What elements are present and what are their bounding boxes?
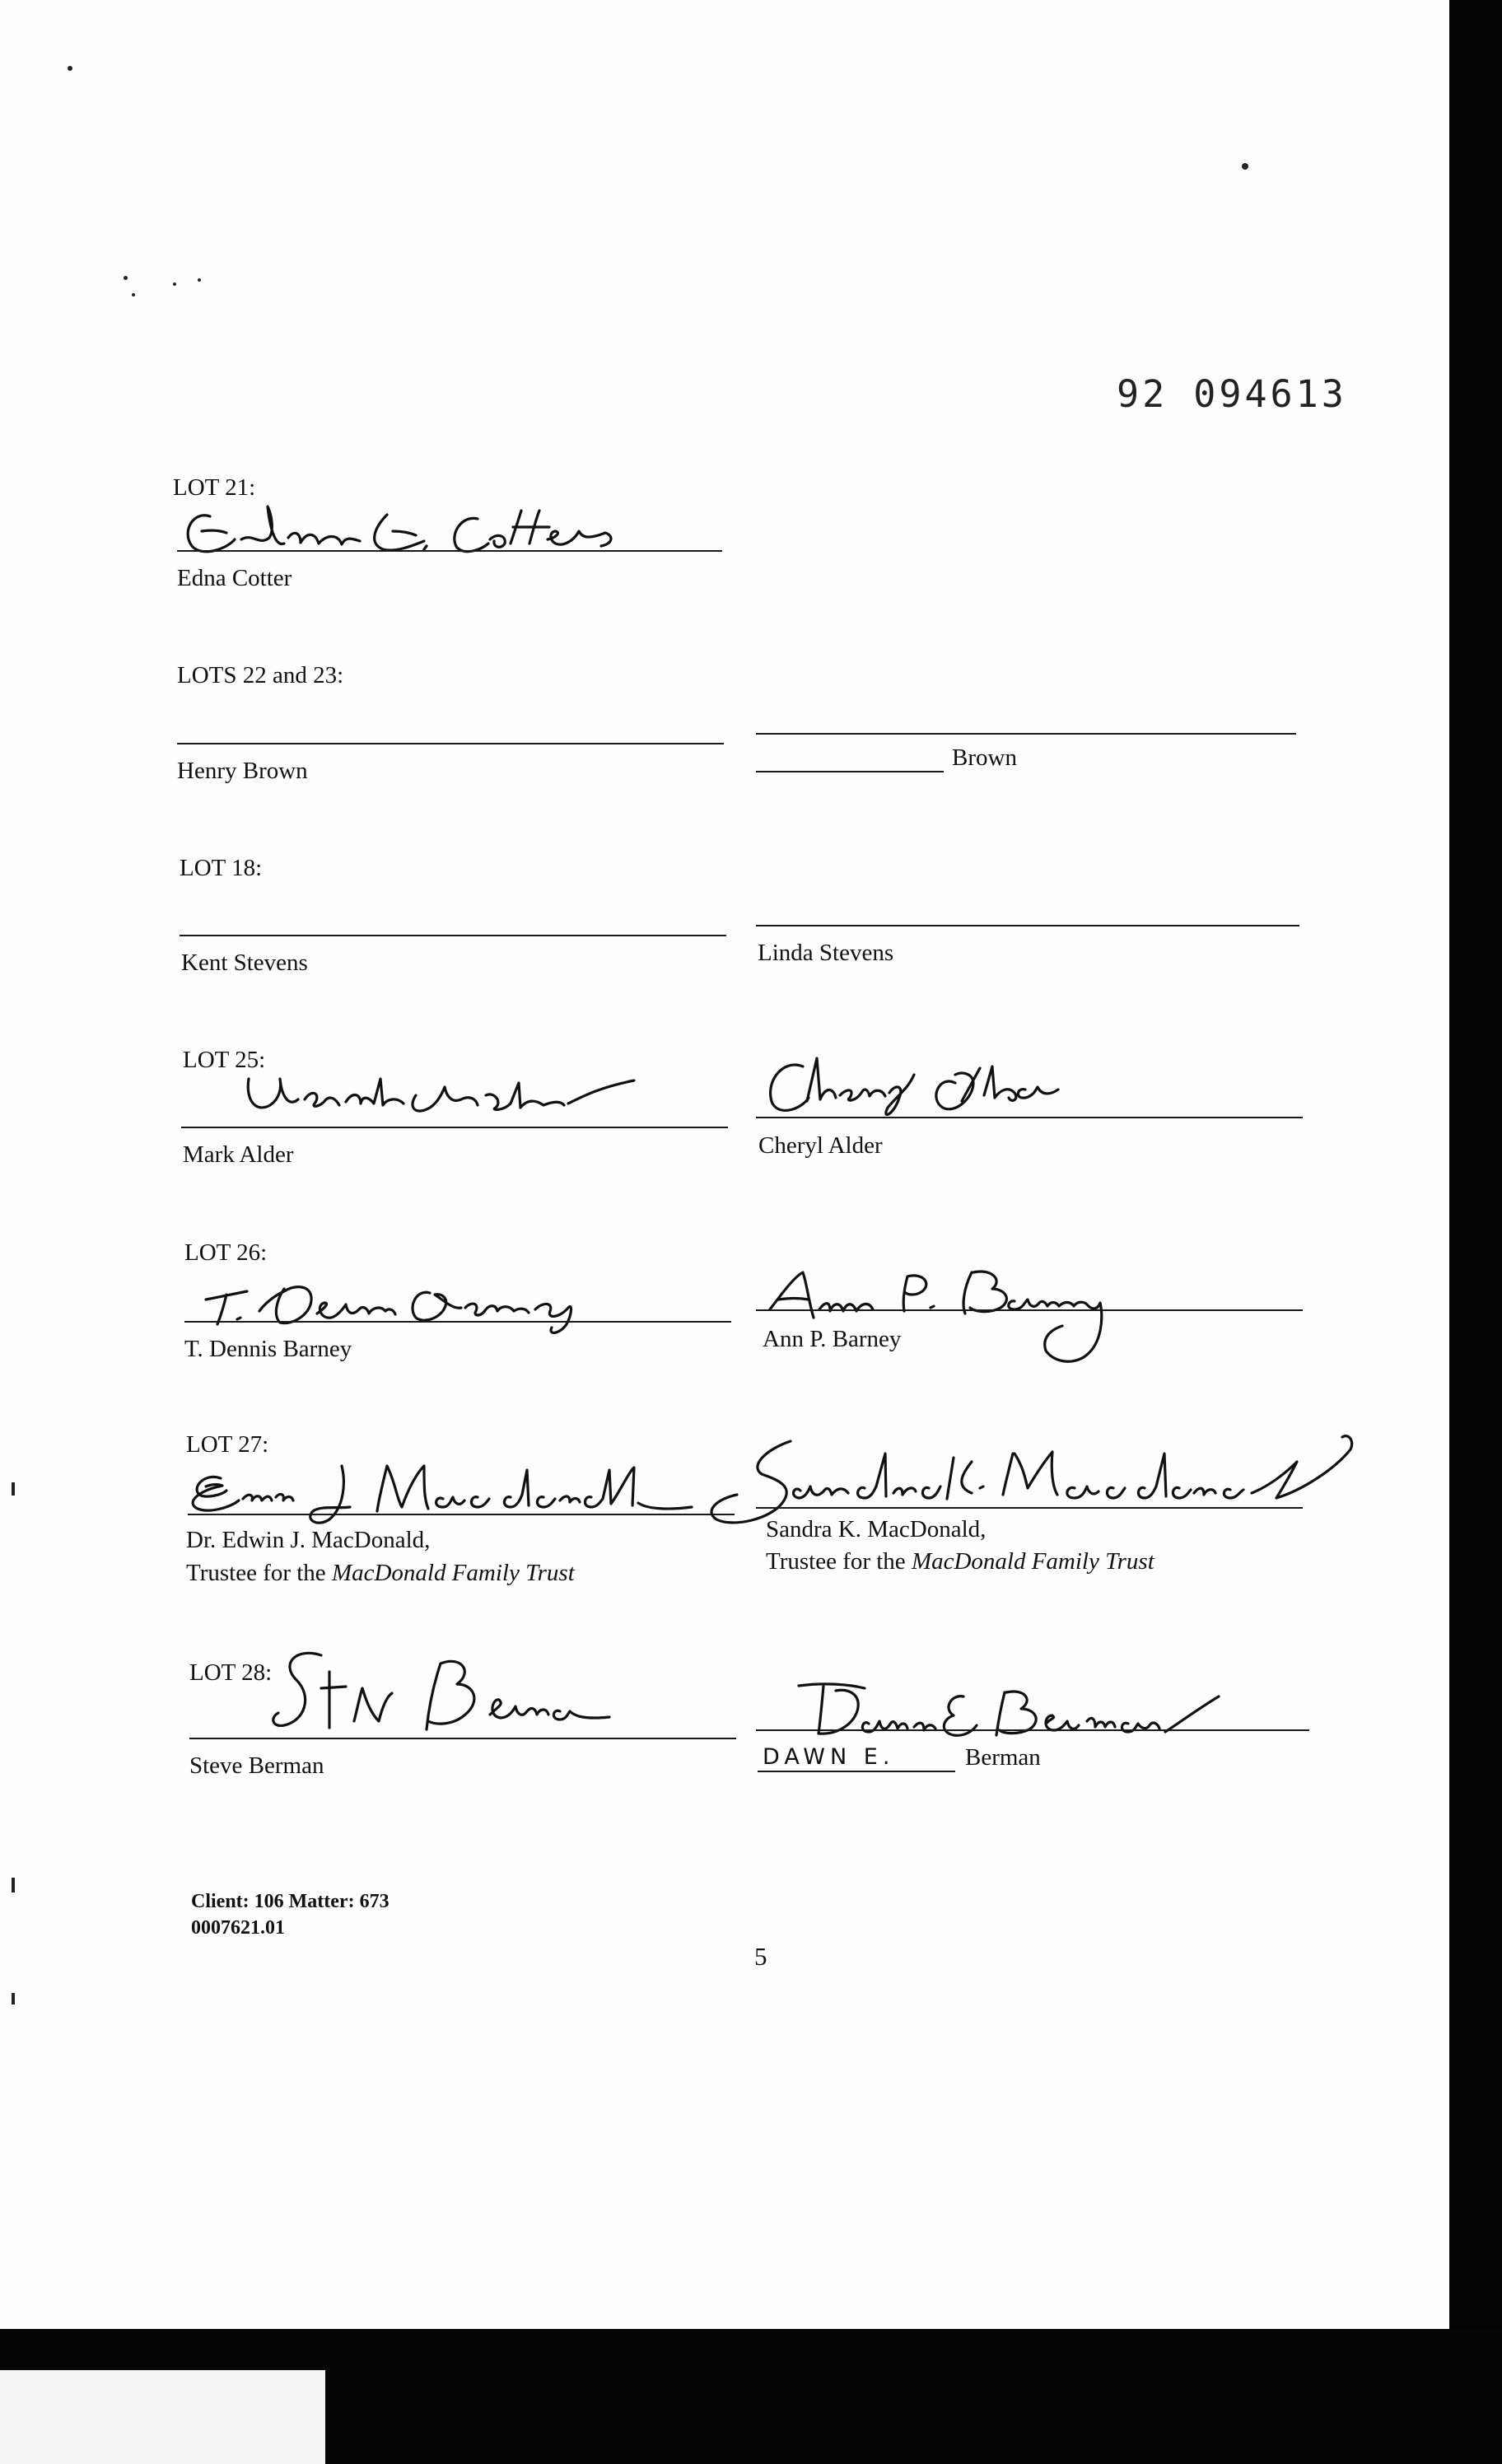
footer-doc-code: 0007621.01 <box>191 1917 285 1939</box>
lot-27-signer-1-trust-name: MacDonald Family Trust <box>331 1560 575 1586</box>
lot-18-signature-line-1 <box>180 935 726 936</box>
scan-bottom-strip <box>0 2329 1502 2464</box>
lot-27-signature-line-2 <box>756 1507 1303 1509</box>
lot-25-signer-1-name: Mark Alder <box>183 1141 294 1168</box>
lot-28-signer-2-first-name-underline <box>758 1771 955 1772</box>
lots-22-23-signer-2-first-name-blank <box>756 771 944 772</box>
lot-27-signer-1-trust-prefix: Trustee for the <box>186 1560 326 1586</box>
lot-28-heading: LOT 28: <box>189 1659 273 1686</box>
lot-18-signer-2-name: Linda Stevens <box>758 940 894 966</box>
scan-right-edge <box>1449 0 1502 2329</box>
lot-27-signer-2-name: Sandra K. MacDonald, <box>766 1516 987 1542</box>
lots-22-23-signature-line-2 <box>756 733 1296 735</box>
lot-28-signature-line-1 <box>189 1738 736 1739</box>
lot-27-signer-2-trust-name: MacDonald Family Trust <box>911 1548 1154 1575</box>
lot-26-signature-line-2 <box>756 1309 1303 1311</box>
lot-26-signer-2-name: Ann P. Barney <box>763 1326 902 1352</box>
lot-27-signer-1-name: Dr. Edwin J. MacDonald, <box>186 1527 431 1553</box>
lot-27-signer-2-trust-line <box>766 1550 1154 1574</box>
lot-28-signer-1-name: Steve Berman <box>189 1752 324 1779</box>
scan-speck <box>173 282 176 286</box>
scan-speck <box>12 1993 15 2004</box>
cheryl-alder-signature <box>758 1050 1153 1124</box>
lot-28-signer-2-handwritten-first-name: DAWN E. <box>763 1744 895 1770</box>
lot-18-heading: LOT 18: <box>180 855 263 881</box>
lot-26-heading: LOT 26: <box>184 1239 268 1266</box>
lot-25-signature-line-1 <box>181 1127 728 1128</box>
scan-speck <box>12 1878 15 1892</box>
lot-27-signer-1-trust-line <box>186 1561 575 1585</box>
steve-berman-signature <box>264 1639 626 1746</box>
lot-27-signer-2-trust-prefix: Trustee for the <box>766 1548 906 1575</box>
lot-21-signer-1-name: Edna Cotter <box>177 565 292 591</box>
lot-25-heading: LOT 25: <box>183 1047 266 1073</box>
scan-bottom-light-area <box>0 2370 325 2464</box>
scan-speck <box>1242 163 1248 170</box>
lots-22-23-signer-2-name: Brown <box>952 744 1017 771</box>
scan-speck <box>68 66 72 71</box>
lots-22-23-signer-1-name: Henry Brown <box>177 758 308 784</box>
scan-speck <box>124 276 128 280</box>
lot-27-heading: LOT 27: <box>186 1431 269 1458</box>
scan-speck <box>198 278 201 282</box>
document-number: 92 094613 <box>1117 372 1347 416</box>
lot-28-signer-2-name: Berman <box>965 1744 1041 1771</box>
lot-21-signature-line-1 <box>177 550 722 552</box>
page-number: 5 <box>754 1942 767 1971</box>
lot-26-signature-line-1 <box>184 1321 731 1323</box>
footer-client-matter: Client: 106 Matter: 673 <box>191 1891 389 1912</box>
lots-22-23-heading: LOTS 22 and 23: <box>177 662 344 688</box>
lot-25-signature-line-2 <box>756 1117 1303 1118</box>
lot-21-heading: LOT 21: <box>173 474 256 501</box>
lot-26-signer-1-name: T. Dennis Barney <box>184 1336 352 1362</box>
edwin-macdonald-signature <box>181 1449 774 1532</box>
lot-27-signature-line-1 <box>188 1514 735 1515</box>
t-dennis-barney-signature <box>198 1268 609 1338</box>
dawn-berman-signature <box>791 1676 1235 1746</box>
lot-18-signature-line-2 <box>756 925 1299 926</box>
lots-22-23-signature-line-1 <box>177 743 724 744</box>
scan-speck <box>12 1482 15 1496</box>
lot-28-signature-line-2 <box>756 1729 1309 1731</box>
lot-18-signer-1-name: Kent Stevens <box>181 950 308 976</box>
mark-alder-signature <box>239 1062 667 1128</box>
lot-25-signer-2-name: Cheryl Alder <box>758 1132 883 1159</box>
scan-speck <box>132 293 135 296</box>
